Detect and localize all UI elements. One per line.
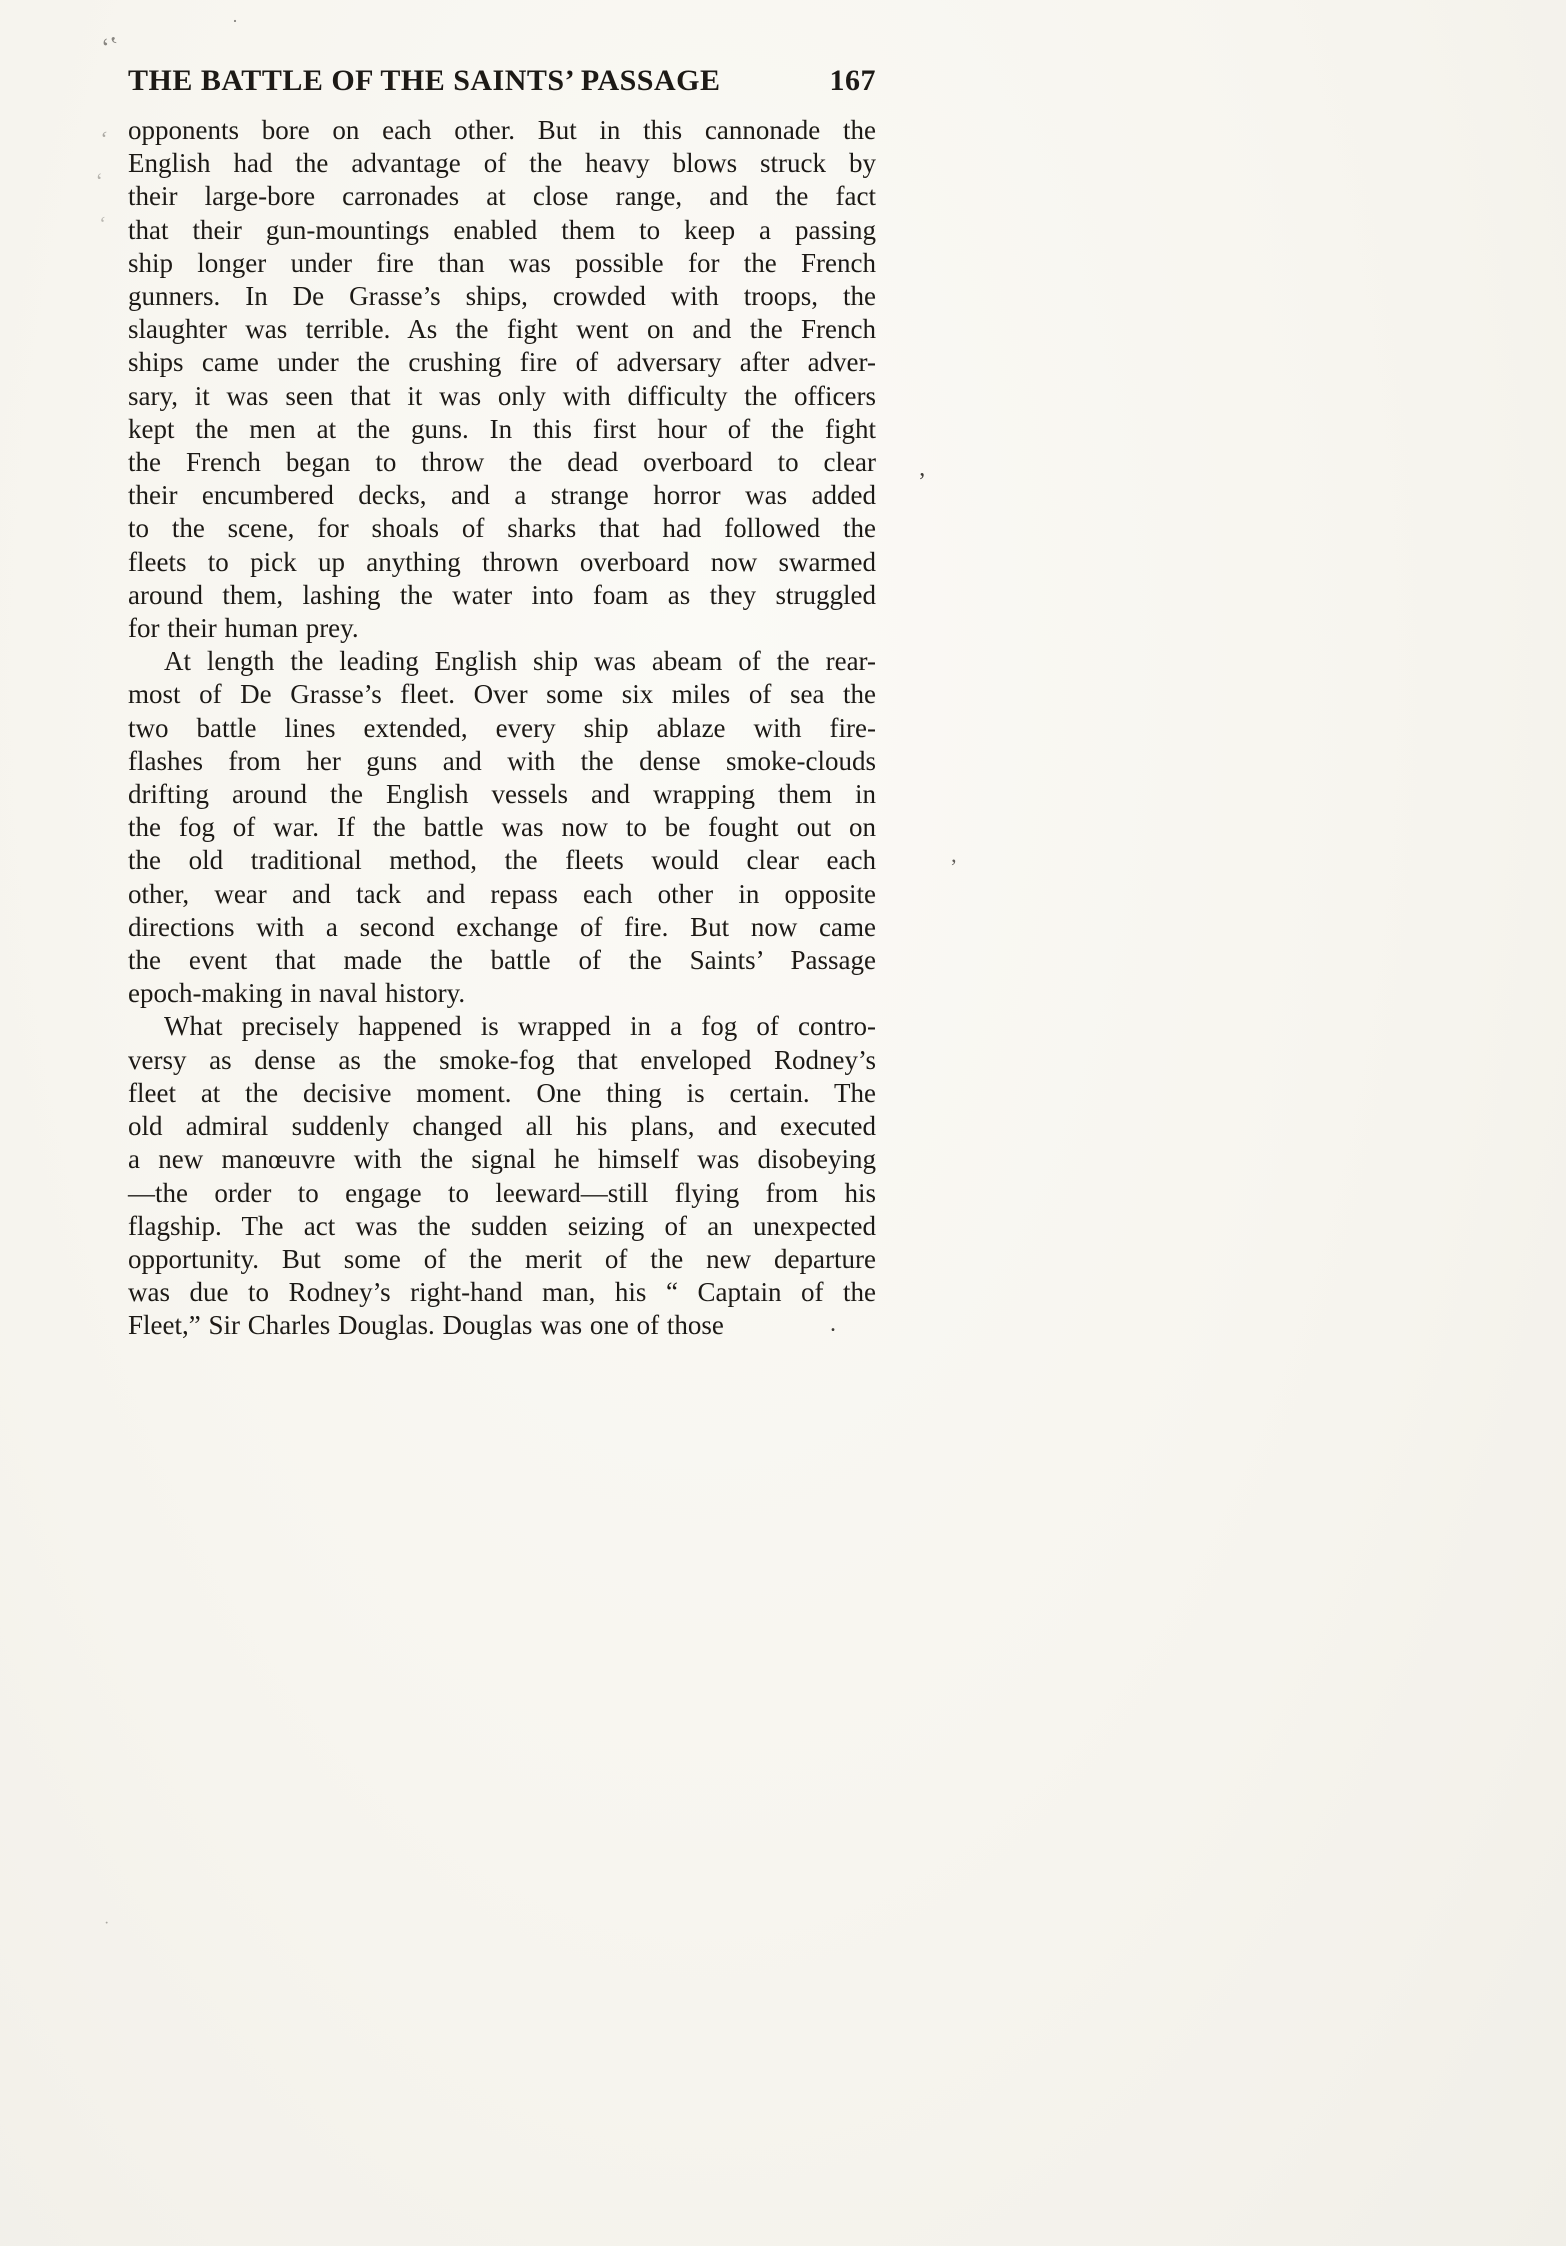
running-header (128, 64, 876, 98)
text-line: ship longer under fire than was possible for the French (128, 247, 876, 278)
text-line: most of De Grasse’s fleet. Over some six miles of sea the (128, 679, 876, 710)
paragraphs (128, 114, 876, 1343)
page-number: 167 (829, 64, 876, 97)
text-line: the old traditional method, the fleets would clear each (128, 845, 876, 876)
text-line: for their human prey. (128, 613, 359, 644)
text-line: ships came under the crushing fire of adversary after adver- (128, 347, 876, 378)
text-line: the event that made the battle of the Saints’ Passage (128, 945, 876, 976)
text-line: other, wear and tack and repass each other in opposite (128, 878, 876, 909)
scan-artifact: · (104, 1915, 110, 1932)
text-line: around them, lashing the water into foam as they struggled (128, 579, 876, 610)
text-line: English had the advantage of the heavy blows struck by (128, 148, 876, 179)
scan-artifact: . (830, 1311, 836, 1337)
scan-artifact: ʻ (98, 212, 107, 236)
text-line: Fleet,” Sir Charles Douglas. Douglas was one of those (128, 1310, 724, 1341)
paragraph (128, 645, 876, 1010)
scan-artifact: ’ (918, 469, 926, 495)
text-line: opponents bore on each other. But in this cannonade the (128, 115, 876, 145)
text-line: slaughter was terrible. As the fight went on and the French (128, 314, 876, 345)
text-line: fleets to pick up anything thrown overboard now swarmed (128, 546, 876, 577)
text-block (128, 64, 876, 1343)
text-line: their large-bore carronades at close range, and the fact (128, 181, 876, 212)
text-line: drifting around the English vessels and wrapping them in (128, 779, 876, 810)
scan-artifact: ʻ (94, 167, 105, 194)
paragraph (128, 114, 876, 645)
text-line: versy as dense as the smoke-fog that enveloped Rodney’s (128, 1044, 876, 1075)
text-line: the French began to throw the dead overboard to clear (128, 447, 876, 478)
text-line: a new manœuvre with the signal he himself was disobeying (128, 1144, 876, 1175)
paragraph (128, 1010, 876, 1342)
text-line: that their gun-mountings enabled them to keep a passing (128, 214, 876, 245)
text-line: opportunity. But some of the merit of the new departure (128, 1243, 876, 1274)
text-line: the fog of war. If the battle was now to be fought out on (128, 812, 876, 843)
text-line: two battle lines extended, every ship ablaze with fire- (128, 712, 876, 743)
scan-artifact: ’ (950, 854, 958, 879)
text-line: their encumbered decks, and a strange horror was added (128, 480, 876, 511)
scan-artifact: ʻ (98, 125, 110, 152)
text-line: What precisely happened is wrapped in a fog of contro- (164, 1011, 876, 1042)
text-line: old admiral suddenly changed all his plans, and executed (128, 1111, 876, 1142)
text-line: gunners. In De Grasse’s ships, crowded with troops, the (128, 281, 876, 312)
scan-artifact: · (232, 11, 238, 31)
text-line: —the order to engage to leeward—still flying from his (128, 1177, 876, 1208)
text-line: kept the men at the guns. In this first hour of the fight (128, 413, 876, 444)
text-line: epoch-making in naval history. (128, 978, 466, 1009)
text-line: sary, it was seen that it was only with difficulty the officers (128, 380, 876, 411)
text-line: fleet at the decisive moment. One thing is certain. The (128, 1077, 876, 1108)
text-line: flashes from her guns and with the dense smoke-clouds (128, 745, 876, 776)
text-line: flagship. The act was the sudden seizing of an unexpected (128, 1210, 876, 1241)
scan-artifact: ʻʽ (99, 30, 123, 63)
text-line: to the scene, for shoals of sharks that had followed the (128, 513, 876, 544)
text-line: was due to Rodney’s right-hand man, his “ Captain of the (128, 1277, 876, 1308)
text-line: directions with a second exchange of fire. But now came (128, 911, 876, 942)
page-title: THE BATTLE OF THE SAINTS’ PASSAGE (128, 64, 721, 97)
text-line: At length the leading English ship was abeam of the rear- (164, 646, 876, 677)
